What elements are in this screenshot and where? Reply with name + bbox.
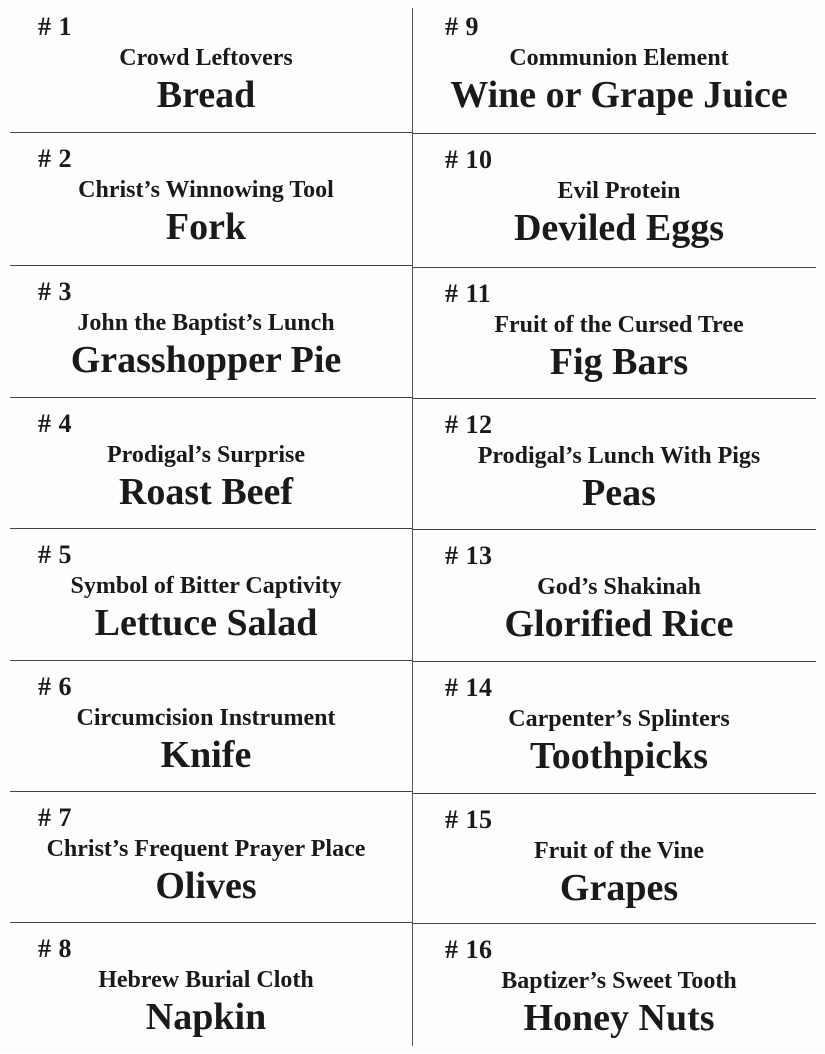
card-clue: Fruit of the Cursed Tree <box>494 312 744 338</box>
card-answer: Glorified Rice <box>504 603 734 645</box>
card-10 <box>413 133 825 264</box>
card-clue: Prodigal’s Lunch With Pigs <box>477 443 761 469</box>
card-answer: Grasshopper Pie <box>70 339 342 381</box>
card-answer: Knife <box>160 734 252 776</box>
card-clue: Crowd Leftovers <box>119 45 293 71</box>
card-answer: Bread <box>156 74 256 116</box>
card-number: # 7 <box>38 803 72 832</box>
card-clue: Circumcision Instrument <box>76 705 336 731</box>
card-number: # 12 <box>445 410 493 439</box>
card-answer: Toothpicks <box>529 735 709 777</box>
card-clue: Symbol of Bitter Captivity <box>70 573 342 599</box>
card-number: # 4 <box>38 409 72 438</box>
card-clue: Evil Protein <box>557 178 681 204</box>
card-3 <box>0 265 412 396</box>
card-clue: God’s Shakinah <box>537 574 701 600</box>
card-answer: Deviled Eggs <box>513 207 725 249</box>
card-9 <box>413 0 825 131</box>
card-6 <box>0 660 412 791</box>
card-clue: Fruit of the Vine <box>534 838 704 864</box>
card-11 <box>413 267 825 398</box>
card-clue: Christ’s Frequent Prayer Place <box>46 836 366 862</box>
card-12 <box>413 398 825 529</box>
card-13 <box>413 529 825 660</box>
card-clue: Communion Element <box>509 45 729 71</box>
card-clue: Prodigal’s Surprise <box>106 442 305 468</box>
card-answer: Honey Nuts <box>523 997 715 1039</box>
card-number: # 10 <box>445 145 493 174</box>
card-answer: Olives <box>155 865 257 907</box>
card-number: # 8 <box>38 934 72 963</box>
card-answer: Grapes <box>559 867 679 909</box>
card-1 <box>0 0 412 131</box>
card-number: # 13 <box>445 541 493 570</box>
card-8 <box>0 922 412 1053</box>
card-answer: Wine or Grape Juice <box>450 74 788 116</box>
card-number: # 15 <box>445 805 493 834</box>
card-number: # 16 <box>445 935 493 964</box>
card-clue: Carpenter’s Splinters <box>508 706 730 732</box>
card-15 <box>413 793 825 924</box>
card-answer: Peas <box>582 472 656 514</box>
card-4 <box>0 397 412 528</box>
card-number: # 2 <box>38 144 72 173</box>
card-16 <box>413 923 825 1054</box>
card-answer: Fig Bars <box>549 341 689 383</box>
card-number: # 5 <box>38 540 72 569</box>
card-answer: Napkin <box>145 996 267 1038</box>
card-number: # 1 <box>38 12 72 41</box>
card-number: # 9 <box>445 12 479 41</box>
card-number: # 6 <box>38 672 72 701</box>
card-clue: Baptizer’s Sweet Tooth <box>501 968 737 994</box>
card-answer: Roast Beef <box>118 471 294 513</box>
left-column <box>0 0 412 1052</box>
card-clue: Hebrew Burial Cloth <box>98 967 314 993</box>
card-clue: John the Baptist’s Lunch <box>77 310 335 336</box>
card-5 <box>0 528 412 659</box>
card-number: # 3 <box>38 277 72 306</box>
card-number: # 14 <box>445 673 493 702</box>
right-column <box>413 0 825 1052</box>
card-14 <box>413 661 825 792</box>
card-clue: Christ’s Winnowing Tool <box>78 177 334 203</box>
card-answer: Lettuce Salad <box>94 602 318 644</box>
card-answer: Fork <box>165 206 247 248</box>
card-number: # 11 <box>445 279 492 308</box>
card-2 <box>0 132 412 263</box>
card-7 <box>0 791 412 922</box>
